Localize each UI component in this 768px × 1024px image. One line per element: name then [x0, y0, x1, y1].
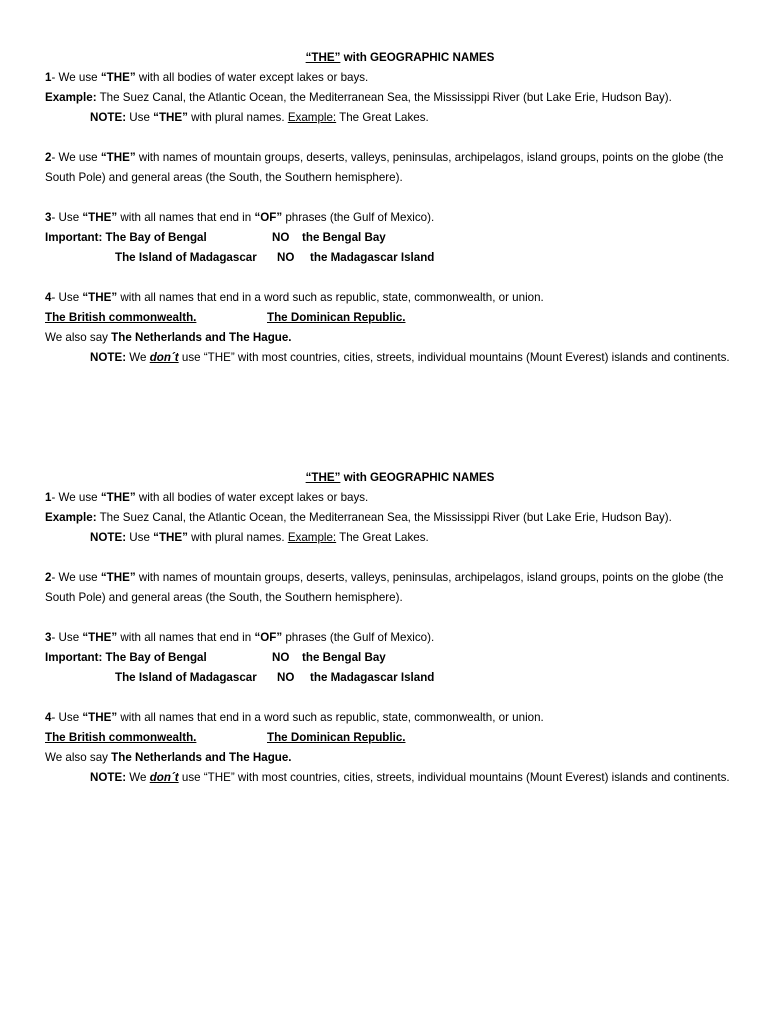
- important-label: Important:: [45, 651, 103, 664]
- rule-the: “THE”: [100, 491, 136, 504]
- note-text: The Great Lakes.: [336, 111, 429, 124]
- important-no: NO: [272, 231, 290, 244]
- important-line-1: [45, 228, 735, 248]
- rule-the: “THE”: [82, 711, 118, 724]
- rule-text: - We use: [51, 71, 101, 84]
- rule-of: “OF”: [254, 631, 283, 644]
- note-text: The Great Lakes.: [336, 531, 429, 544]
- final-note: [45, 348, 735, 368]
- note-text: We: [126, 351, 150, 364]
- note-label: NOTE:: [90, 771, 127, 784]
- rule-text: - We use: [51, 151, 101, 164]
- example-text: The Suez Canal, the Atlantic Ocean, the Mediterranean Sea, the Mississippi River (but Lake Erie, Hudson Bay).: [96, 91, 672, 104]
- important-correct: The Island of Madagascar: [115, 251, 257, 264]
- important-label: Important:: [45, 231, 103, 244]
- spacer: [45, 128, 735, 148]
- rule-number: 4: [45, 291, 52, 304]
- note-line: [45, 108, 735, 128]
- example-label: Example:: [45, 91, 97, 104]
- title-rest: with GEOGRAPHIC NAMES: [340, 471, 495, 484]
- rule-number: 2: [45, 151, 52, 164]
- rule-text: with all bodies of water except lakes or bays.: [135, 491, 369, 504]
- rule-number: 4: [45, 711, 52, 724]
- also-text: We also say: [45, 331, 112, 344]
- important-correct: The Island of Madagascar: [115, 671, 257, 684]
- important-correct: The Bay of Bengal: [102, 651, 207, 664]
- note-text: use “THE” with most countries, cities, streets, individual mountains (Mount Everest) islands and continents.: [178, 771, 730, 784]
- rule-the: “THE”: [82, 631, 118, 644]
- also-line: [45, 328, 735, 348]
- rule-the: “THE”: [100, 151, 136, 164]
- note-text: with plural names.: [187, 531, 288, 544]
- rule-the: “THE”: [82, 211, 118, 224]
- rule-3: [45, 628, 735, 648]
- final-note: [45, 768, 735, 788]
- note-text: Use: [126, 531, 154, 544]
- rule-4: [45, 708, 735, 728]
- rule-text: with all names that end in: [117, 211, 255, 224]
- title-the: “THE”: [305, 471, 341, 484]
- important-wrong: the Bengal Bay: [302, 651, 386, 664]
- rule-text: with all bodies of water except lakes or bays.: [135, 71, 369, 84]
- example-label: Example:: [45, 511, 97, 524]
- rule-the: “THE”: [100, 571, 136, 584]
- rule-2: [45, 148, 735, 188]
- rule-number: 2: [45, 571, 52, 584]
- rule-1: [45, 488, 735, 508]
- document-section-2: [45, 468, 735, 788]
- example-line: [45, 88, 735, 108]
- rule-text: with all names that end in a word such as republic, state, commonwealth, or union.: [117, 711, 544, 724]
- note-text: We: [126, 771, 150, 784]
- important-line-2: [45, 248, 735, 268]
- note-line: [45, 528, 735, 548]
- important-no: NO: [277, 671, 295, 684]
- rule-text: - Use: [51, 631, 83, 644]
- rule-of: “OF”: [254, 211, 283, 224]
- rule-number: 3: [45, 631, 52, 644]
- document-section-1: [45, 48, 735, 368]
- important-wrong: the Bengal Bay: [302, 231, 386, 244]
- rule-number: 1: [45, 71, 52, 84]
- note-label: NOTE:: [90, 531, 127, 544]
- rule-text: phrases (the Gulf of Mexico).: [282, 211, 435, 224]
- important-example: [45, 648, 272, 668]
- note-text: use “THE” with most countries, cities, streets, individual mountains (Mount Everest) islands and continents.: [178, 351, 730, 364]
- example-commonwealth: The British commonwealth.: [45, 731, 197, 744]
- note-example-label: Example:: [287, 531, 337, 544]
- important-line-2: [45, 668, 735, 688]
- note-label: NOTE:: [90, 351, 127, 364]
- rule-number: 3: [45, 211, 52, 224]
- important-no: NO: [277, 251, 295, 264]
- example-commonwealth: The British commonwealth.: [45, 311, 197, 324]
- important-example: [45, 228, 272, 248]
- important-line-1: [45, 648, 735, 668]
- rule-text: with names of mountain groups, deserts, valleys, peninsulas, archipelagos, island groups, points on the globe (the South Pole) and general areas (the South, the Southern hemisphere).: [45, 151, 724, 184]
- note-dont: don´t: [149, 771, 179, 784]
- important-wrong: the Madagascar Island: [310, 251, 435, 264]
- example-text: The Suez Canal, the Atlantic Ocean, the Mediterranean Sea, the Mississippi River (but Lake Erie, Hudson Bay).: [96, 511, 672, 524]
- note-example-label: Example:: [287, 111, 337, 124]
- example-republic: The Dominican Republic.: [267, 731, 406, 744]
- important-correct: The Bay of Bengal: [102, 231, 207, 244]
- rule-the: “THE”: [100, 71, 136, 84]
- note-the: “THE”: [153, 531, 188, 544]
- spacer: [45, 608, 735, 628]
- rule-text: - Use: [51, 711, 83, 724]
- spacer: [45, 188, 735, 208]
- important-no: NO: [272, 651, 290, 664]
- page-title: [45, 48, 735, 68]
- title-the: “THE”: [305, 51, 341, 64]
- note-label: NOTE:: [90, 111, 127, 124]
- spacer: [45, 688, 735, 708]
- spacer: [45, 548, 735, 568]
- also-line: [45, 748, 735, 768]
- rule-text: - Use: [51, 211, 83, 224]
- note-the: “THE”: [153, 111, 188, 124]
- also-text: We also say: [45, 751, 112, 764]
- title-rest: with GEOGRAPHIC NAMES: [340, 51, 495, 64]
- rule-number: 1: [45, 491, 52, 504]
- rule-text: phrases (the Gulf of Mexico).: [282, 631, 435, 644]
- rule-text: with names of mountain groups, deserts, valleys, peninsulas, archipelagos, island groups, points on the globe (the South Pole) and general areas (the South, the Southern hemisphere).: [45, 571, 724, 604]
- example-republic: The Dominican Republic.: [267, 311, 406, 324]
- rule-1: [45, 68, 735, 88]
- spacer: [45, 268, 735, 288]
- important-wrong: the Madagascar Island: [310, 671, 435, 684]
- rule-3: [45, 208, 735, 228]
- page-title: [45, 468, 735, 488]
- rule-4-examples: [45, 308, 735, 328]
- rule-the: “THE”: [82, 291, 118, 304]
- rule-text: with all names that end in a word such as republic, state, commonwealth, or union.: [117, 291, 544, 304]
- rule-text: - Use: [51, 291, 83, 304]
- rule-2: [45, 568, 735, 608]
- note-text: with plural names.: [187, 111, 288, 124]
- note-text: Use: [126, 111, 154, 124]
- also-names: The Netherlands and The Hague.: [111, 751, 292, 764]
- also-names: The Netherlands and The Hague.: [111, 331, 292, 344]
- example-line: [45, 508, 735, 528]
- rule-4: [45, 288, 735, 308]
- note-dont: don´t: [149, 351, 179, 364]
- rule-text: with all names that end in: [117, 631, 255, 644]
- rule-text: - We use: [51, 571, 101, 584]
- rule-text: - We use: [51, 491, 101, 504]
- rule-4-examples: [45, 728, 735, 748]
